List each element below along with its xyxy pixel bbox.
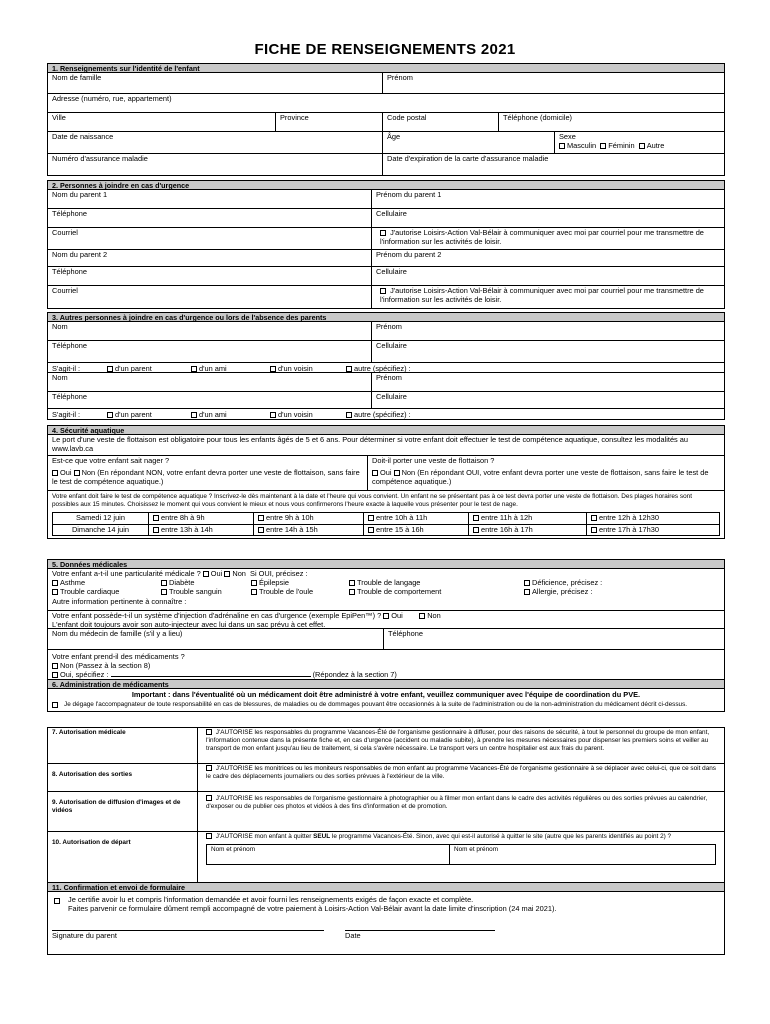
medical-auth-text: J'AUTORISE les responsables du programme Vacances-Été de l'organisme gestionnaire à diffuser, pour des raisons de sécurité, à tout le personnel du groupe de mon enfant, l'information contenue dans la présente fiche et, en cas d'urgence (accident ou maladie subite), à prendre les mesures nécessaires pour dispenser les premiers soins et veiller au transport de mon enfant jusqu'au lieu de traitement, si cela s'avère nécessaire. Le transport vers un centre hospitalier est aux frais du parent. xyxy=(206,729,710,752)
page-title: FICHE DE RENSEIGNEMENTS 2021 xyxy=(254,41,516,58)
swim-non-checkbox[interactable] xyxy=(74,470,80,476)
parent1-consent-checkbox[interactable] xyxy=(380,230,386,236)
parent1-consent-text: J'autorise Loisirs-Action Val-Bélair à communiquer avec moi par courriel pour me transmettre de l'information sur les activités de loisir. xyxy=(380,228,704,246)
blood-label: Trouble sanguin xyxy=(169,587,222,596)
medical-auth xyxy=(198,728,724,763)
medication-non-label: Non (Passez à la section 8) xyxy=(60,660,151,670)
section-5 xyxy=(47,559,725,680)
medication-oui-checkbox[interactable] xyxy=(52,672,58,678)
date-label: Date xyxy=(345,931,361,940)
medical-question: Votre enfant a-t-il une particularité médicale ? xyxy=(52,569,201,578)
diabetes-checkbox[interactable] xyxy=(161,580,167,586)
section-3 xyxy=(47,312,725,420)
date-line[interactable] xyxy=(345,930,495,931)
images-auth xyxy=(198,792,724,831)
contact2-parent-label: d'un parent xyxy=(115,410,152,419)
section-4-header: 4. Sécurité aquatique xyxy=(48,426,724,435)
masculin-label: Masculin xyxy=(567,140,597,150)
medication-note: (Répondez à la section 7) xyxy=(312,669,397,679)
age-field[interactable]: Âge xyxy=(383,132,555,153)
health-card-expiry-field[interactable]: Date d'expiration de la carte d'assurance maladie xyxy=(387,154,549,163)
certify-text: Je certifie avoir lu et compris l'information demandée et avoir fourni les renseignements exigés de façon exacte et complète. xyxy=(68,895,474,904)
signature-label: Signature du parent xyxy=(52,931,117,940)
parent1-phone-field[interactable]: Téléphone xyxy=(48,209,372,227)
parent2-cell-field[interactable]: Cellulaire xyxy=(376,267,407,276)
slot-label: entre 13h à 14h xyxy=(161,524,213,534)
section-5-header: 5. Données médicales xyxy=(48,560,724,569)
feminin-label: Féminin xyxy=(608,140,635,150)
feminin-checkbox[interactable] xyxy=(600,143,606,149)
medical-non-label: Non xyxy=(232,569,246,578)
language-label: Trouble de langage xyxy=(357,578,421,587)
parent2-consent-text: J'autorise Loisirs-Action Val-Bélair à communiquer avec moi par courriel pour me transmettre de l'information sur les activités de loisir. xyxy=(380,286,704,304)
vest-non-checkbox[interactable] xyxy=(394,470,400,476)
contact1-parent-label: d'un parent xyxy=(115,364,152,372)
postal-code-field[interactable]: Code postal xyxy=(383,113,499,131)
parent2-email-field[interactable]: Courriel xyxy=(48,286,372,308)
medication-block xyxy=(48,650,724,679)
schedule-day: Dimanche 14 juin xyxy=(53,524,149,536)
parent2-first-name-field[interactable]: Prénom du parent 2 xyxy=(376,250,442,259)
contact1-last-name-field[interactable]: Nom xyxy=(48,322,372,340)
contact1-cell-field[interactable]: Cellulaire xyxy=(376,341,407,350)
province-field[interactable]: Province xyxy=(276,113,383,131)
medication-question: Votre enfant prend-il des médicaments ? xyxy=(52,652,185,661)
doctor-phone-field[interactable]: Téléphone xyxy=(388,629,423,638)
last-name-field[interactable]: Nom de famille xyxy=(48,73,383,93)
pickup-person1-field[interactable]: Nom et prénom xyxy=(207,845,450,864)
contact1-voisin-label: d'un voisin xyxy=(278,364,313,372)
outings-auth-text: J'AUTORISE les monitrices ou les moniteurs responsables de mon enfant au programme Vacances-Été de l'organisme gestionnaire à se déplacer avec celui-ci, que ce soit dans le cadre des déplacements journaliers ou des sorties prévues à l'extérieur de la ville. xyxy=(206,765,716,780)
slot-label: entre 16h à 17h xyxy=(481,524,533,534)
release-checkbox[interactable] xyxy=(52,702,58,708)
slot-checkbox[interactable] xyxy=(258,527,264,533)
swim-question xyxy=(48,456,368,490)
parent1-last-name-field[interactable]: Nom du parent 1 xyxy=(48,190,372,208)
birth-date-field[interactable]: Date de naissance xyxy=(48,132,383,153)
slot-label: entre 14h à 15h xyxy=(266,524,318,534)
medication-non-checkbox[interactable] xyxy=(52,663,58,669)
section-1-header: 1. Renseignements sur l'identité de l'enfant xyxy=(48,64,724,73)
cardiac-checkbox[interactable] xyxy=(52,589,58,595)
contact2-autre-label: autre (spécifiez) : xyxy=(354,410,411,419)
contact2-voisin-label: d'un voisin xyxy=(278,410,313,419)
behavior-checkbox[interactable] xyxy=(349,589,355,595)
contact2-voisin-checkbox[interactable] xyxy=(270,412,276,418)
section-11 xyxy=(47,882,725,955)
slot-checkbox[interactable] xyxy=(153,527,159,533)
contact1-voisin-checkbox[interactable] xyxy=(270,366,276,372)
certification xyxy=(48,892,724,914)
medical-auth-checkbox[interactable] xyxy=(206,729,212,735)
section-1 xyxy=(47,63,725,176)
slot-label: entre 10h à 11h xyxy=(376,512,428,522)
relation-label: S'agit-il : xyxy=(52,410,81,419)
parent2-email-consent xyxy=(372,286,724,308)
release-text: Je dégage l'accompagnateur de toute responsabilité en cas de blessures, de maladies ou de dommages pouvant être occasionnés à la suite de l'administration ou de la non-administration du médicament décrit ci-dessus. xyxy=(64,700,688,708)
slot-label: entre 12h à 12h30 xyxy=(599,512,659,522)
section-2 xyxy=(47,180,725,309)
swim-oui-checkbox[interactable] xyxy=(52,470,58,476)
contact2-last-name-field[interactable]: Nom xyxy=(48,373,372,391)
submit-instructions: Faites parvenir ce formulaire dûment rempli accompagné de votre paiement à Loisirs-Action Val-Bélair avant la date limite d'inscription (24 mai 2021). xyxy=(68,903,557,913)
vest-question-label: Doit-il porter une veste de flottaison ? xyxy=(372,456,495,465)
vest-non-label: Non (En répondant OUI, votre enfant devra porter une veste de flottaison, sans faire le test de compétence aquatique.) xyxy=(372,467,709,486)
masculin-checkbox[interactable] xyxy=(559,143,565,149)
swim-question-label: Est-ce que votre enfant sait nager ? xyxy=(52,456,170,465)
departure-auth-checkbox[interactable] xyxy=(206,833,212,839)
contact2-ami-label: d'un ami xyxy=(199,410,227,419)
epipen-question: Votre enfant possède-t-il un système d'injection d'adrénaline en cas d'urgence (exemple EpiPen™) ? xyxy=(52,611,382,620)
allergy-checkbox[interactable] xyxy=(524,589,530,595)
schedule-day: Samedi 12 juin xyxy=(53,512,149,524)
departure-auth-text-pre: J'AUTORISE mon enfant à quitter xyxy=(215,833,314,840)
departure-auth xyxy=(198,832,724,882)
section-11-header: 11. Confirmation et envoi de formulaire xyxy=(48,883,724,892)
first-name-field[interactable]: Prénom xyxy=(387,73,413,82)
slot-checkbox[interactable] xyxy=(473,515,479,521)
doctor-name-field[interactable]: Nom du médecin de famille (s'il y a lieu) xyxy=(48,629,384,649)
contact1-parent-checkbox[interactable] xyxy=(107,366,113,372)
medical-oui-label: Oui xyxy=(210,569,223,578)
parent2-phone-field[interactable]: Téléphone xyxy=(48,267,372,285)
slot-label: entre 15 à 16h xyxy=(376,524,424,534)
autre-label: Autre xyxy=(646,140,665,150)
slot-checkbox[interactable] xyxy=(591,515,597,521)
slot-label: entre 17h à 17h30 xyxy=(599,524,659,534)
diabetes-label: Diabète xyxy=(169,578,195,587)
medical-non-checkbox[interactable] xyxy=(224,571,230,577)
epipen-oui-checkbox[interactable] xyxy=(383,613,389,619)
authorizations-block xyxy=(47,727,725,883)
autre-checkbox[interactable] xyxy=(639,143,645,149)
parent1-first-name-field[interactable]: Prénom du parent 1 xyxy=(376,190,442,199)
medical-oui-checkbox[interactable] xyxy=(203,571,209,577)
departure-auth-label: 10. Autorisation de départ xyxy=(48,832,198,882)
contact2-parent-checkbox[interactable] xyxy=(107,412,113,418)
medical-conditions xyxy=(48,569,724,610)
vest-question xyxy=(368,456,724,490)
deficiency-label: Déficience, précisez : xyxy=(532,578,603,587)
slot-checkbox[interactable] xyxy=(368,527,374,533)
outings-auth xyxy=(198,764,724,791)
contact1-autre-checkbox[interactable] xyxy=(346,366,352,372)
health-card-field[interactable]: Numéro d'assurance maladie xyxy=(48,154,383,175)
epipen-oui-label: Oui xyxy=(391,611,403,620)
contact2-relation xyxy=(48,409,724,419)
relation-label: S'agit-il : xyxy=(52,364,81,372)
epilepsy-checkbox[interactable] xyxy=(251,580,257,586)
water-safety-intro: Le port d'une veste de flottaison est obligatoire pour tous les enfants âgés de 5 et 6 ans. Pour déterminer si votre enfant doit effectuer le test de compétence aquatique, consultez les modalités au www.lavb.ca xyxy=(52,435,689,453)
home-phone-field[interactable]: Téléphone (domicile) xyxy=(503,113,573,122)
behavior-label: Trouble de comportement xyxy=(357,587,442,596)
medication-release xyxy=(48,701,724,711)
slot-checkbox[interactable] xyxy=(258,515,264,521)
departure-auth-text-bold: SEUL xyxy=(313,833,331,840)
contact2-autre-checkbox[interactable] xyxy=(346,412,352,418)
city-field[interactable]: Ville xyxy=(48,113,276,131)
schedule-row-sunday xyxy=(53,524,720,536)
certify-checkbox[interactable] xyxy=(54,898,60,904)
other-info-label: Autre information pertinente à connaître : xyxy=(52,597,187,606)
sex-field xyxy=(555,132,724,153)
images-auth-text: J'AUTORISE les responsables de l'organisme gestionnaire à photographier ou à filmer mon enfant dans le cadre des activités régulières ou des sorties prévues au calendrier, d'exposer ou de publier ces photos et vidéos à des fins d'information et de promotion. xyxy=(206,795,708,810)
contact2-ami-checkbox[interactable] xyxy=(191,412,197,418)
outings-auth-checkbox[interactable] xyxy=(206,765,212,771)
language-checkbox[interactable] xyxy=(349,580,355,586)
medication-oui-label: Oui, spécifiez : xyxy=(60,669,109,679)
slot-checkbox[interactable] xyxy=(473,527,479,533)
cardiac-label: Trouble cardiaque xyxy=(60,587,120,596)
slot-checkbox[interactable] xyxy=(591,527,597,533)
section-6 xyxy=(47,679,725,712)
parent1-email-field[interactable]: Courriel xyxy=(48,228,372,249)
epipen-non-checkbox[interactable] xyxy=(419,613,425,619)
schedule-row-saturday xyxy=(53,512,720,524)
parent2-consent-checkbox[interactable] xyxy=(380,288,386,294)
images-auth-label: 9. Autorisation de diffusion d'images et de vidéos xyxy=(48,792,198,831)
section-6-header: 6. Administration de médicaments xyxy=(48,680,724,689)
vest-oui-checkbox[interactable] xyxy=(372,470,378,476)
contact1-phone-field[interactable]: Téléphone xyxy=(48,341,372,362)
deficiency-checkbox[interactable] xyxy=(524,580,530,586)
contact1-autre-label: autre (spécifiez) : xyxy=(354,364,411,372)
swim-non-label: Non (En répondant NON, votre enfant devra porter une veste de flottaison, sans faire le test de compétence aquatique.) xyxy=(52,467,360,486)
slot-label: entre 8h à 9h xyxy=(161,512,205,522)
epipen-note: L'enfant doit toujours avoir son auto-injecteur avec lui dans un sac prévu à cet effet. xyxy=(52,619,326,629)
contact2-first-name-field[interactable]: Prénom xyxy=(376,373,402,382)
contact1-ami-label: d'un ami xyxy=(199,364,227,372)
departure-auth-text-post: le programme Vacances-Été. Sinon, avec qui est-il autorisé à quitter le site (autre que les parents identifiés au point 2) ? xyxy=(330,833,672,840)
swim-oui-label: Oui xyxy=(60,467,72,477)
hearing-checkbox[interactable] xyxy=(251,589,257,595)
outings-auth-label: 8. Autorisation des sorties xyxy=(48,764,198,791)
section-3-header: 3. Autres personnes à joindre en cas d'urgence ou lors de l'absence des parents xyxy=(48,313,724,322)
hearing-label: Trouble de l'oule xyxy=(259,587,314,596)
epipen-block xyxy=(48,610,724,628)
medical-auth-label: 7. Autorisation médicale xyxy=(48,728,198,763)
slot-label: entre 9h à 10h xyxy=(266,512,314,522)
epilepsy-label: Épilepsie xyxy=(259,578,289,587)
swim-test-instructions: Votre enfant doit faire le test de compétence aquatique ? Inscrivez-le dès maintenant à la date et l'heure qui vous convient. Un enfant ne se présentant pas à ce test devra porter une veste de flottaison. Des plages horaires sont possibles aux 15 minutes. Choisissez le moment qui vous convient le mieux et nous vous confirmerons l'heure exacte à laquelle vous présenter pour le test de nage. xyxy=(52,493,692,508)
pickup-person2-field[interactable]: Nom et prénom xyxy=(454,845,499,853)
asthma-label: Asthme xyxy=(60,578,86,587)
parent2-last-name-field[interactable]: Nom du parent 2 xyxy=(48,250,372,266)
slot-checkbox[interactable] xyxy=(153,515,159,521)
images-auth-checkbox[interactable] xyxy=(206,795,212,801)
contact2-cell-field[interactable]: Cellulaire xyxy=(376,392,407,401)
swim-test-schedule xyxy=(52,512,720,537)
contact2-phone-field[interactable]: Téléphone xyxy=(48,392,372,408)
section-2-header: 2. Personnes à joindre en cas d'urgence xyxy=(48,181,724,190)
blood-checkbox[interactable] xyxy=(161,589,167,595)
parent1-email-consent xyxy=(372,228,724,249)
address-field[interactable]: Adresse (numéro, rue, appartement) xyxy=(52,94,172,103)
medical-specify-label: Si OUI, précisez : xyxy=(250,569,308,578)
medication-important: Important : dans l'éventualité où un médicament doit être administré à votre enfant, veuillez communiquer avec l'équipe de coordination du PVE. xyxy=(131,690,641,699)
allergy-label: Allergie, précisez : xyxy=(532,587,593,596)
section-4 xyxy=(47,425,725,539)
epipen-non-label: Non xyxy=(427,611,441,620)
sex-label: Sexe xyxy=(559,132,576,141)
vest-oui-label: Oui xyxy=(380,467,392,477)
contact1-first-name-field[interactable]: Prénom xyxy=(376,322,402,331)
contact1-ami-checkbox[interactable] xyxy=(191,366,197,372)
slot-checkbox[interactable] xyxy=(368,515,374,521)
parent1-cell-field[interactable]: Cellulaire xyxy=(376,209,407,218)
contact1-relation xyxy=(48,363,724,372)
medication-specify-line[interactable] xyxy=(111,676,311,677)
asthma-checkbox[interactable] xyxy=(52,580,58,586)
slot-label: entre 11h à 12h xyxy=(481,512,533,522)
